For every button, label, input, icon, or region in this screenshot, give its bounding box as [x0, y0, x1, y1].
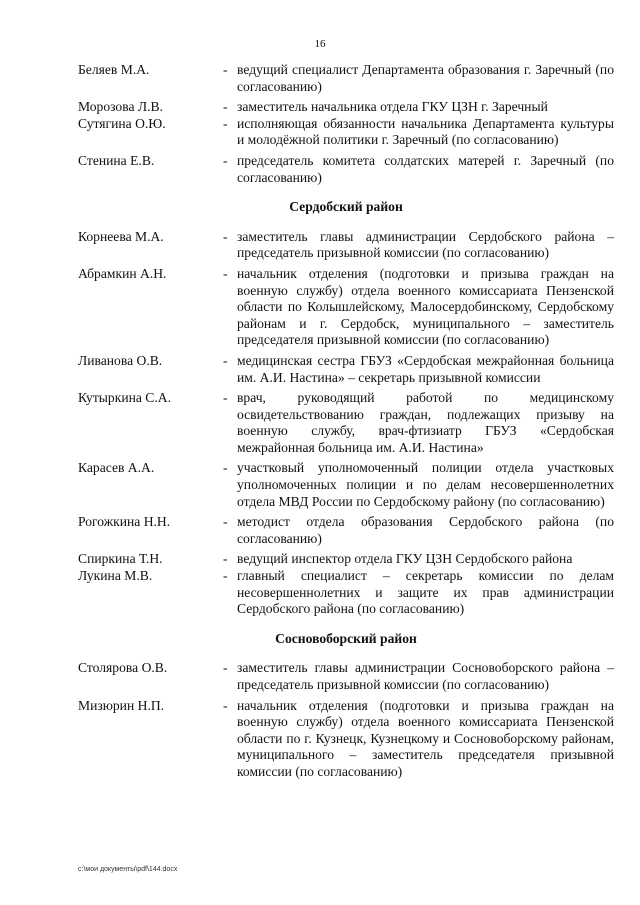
member-entry: [78, 62, 614, 95]
member-position: ведущий специалист Департамента образования г. Заречный (по согласованию): [237, 62, 614, 94]
member-entry: [78, 153, 614, 186]
member-name: Сутягина О.Ю.: [78, 115, 166, 131]
member-name: Спиркина Т.Н.: [78, 551, 163, 567]
dash: -: [223, 460, 228, 476]
district-heading-serdobsk: Сердобский район: [289, 199, 403, 215]
member-entry: [78, 551, 614, 568]
member-name: Мизюрин Н.П.: [78, 697, 165, 713]
member-position: заместитель главы администрации Сосновоборского района – председатель призывной комиссии (по согласованию): [237, 660, 614, 692]
dash: -: [223, 352, 228, 368]
member-name: Абрамкин А.Н.: [78, 265, 167, 281]
dash: -: [223, 568, 228, 584]
dash: -: [223, 115, 228, 131]
member-entry: [78, 698, 614, 781]
member-name: Лукина М.В.: [78, 568, 153, 584]
member-position: председатель комитета солдатских матерей г. Заречный (по согласованию): [237, 152, 614, 185]
dash: -: [223, 152, 228, 168]
member-name: Морозова Л.В.: [78, 99, 163, 115]
member-name: Стенина Е.В.: [78, 152, 155, 168]
member-name: Кутыркина С.А.: [78, 390, 171, 406]
member-name: Столярова О.В.: [78, 660, 168, 676]
member-name: Беляев М.А.: [78, 62, 150, 77]
member-list: [78, 62, 614, 781]
member-name: Корнеева М.А.: [78, 228, 164, 244]
member-position: заместитель начальника отдела ГКУ ЦЗН г. Заречный: [237, 99, 548, 115]
member-position: заместитель главы администрации Сердобского района – председатель призывной комиссии (по согласованию): [237, 228, 614, 261]
member-entry: [78, 660, 614, 693]
member-position: врач, руководящий работой по медицинскому освидетельствованию граждан, подлежащих призыву на военную службу, врач-фтизиатр ГБУЗ «Сердобская межрайонная больница им. А.И. Настина»: [237, 390, 614, 455]
member-position: исполняющая обязанности начальника Департамента культуры и молодёжной политики г. Заречный (по согласованию): [237, 115, 614, 148]
member-entry: [78, 266, 614, 349]
district-heading-sosnovoborsk: Сосновоборский район: [275, 630, 417, 646]
member-position: главный специалист – секретарь комиссии по делам несовершеннолетних и защите их прав администрации Сердобского района (по согласованию): [237, 568, 614, 617]
member-entry: [78, 116, 614, 149]
member-name: Рогожкина Н.Н.: [78, 514, 171, 530]
member-position: методист отдела образования Сердобского района (по согласованию): [237, 514, 614, 546]
member-entry: [78, 353, 614, 386]
member-entry: [78, 460, 614, 510]
member-entry: [78, 229, 614, 262]
dash: -: [223, 390, 228, 406]
member-entry: [78, 514, 614, 547]
dash: -: [223, 99, 228, 115]
member-position: медицинская сестра ГБУЗ «Сердобская межрайонная больница им. А.И. Настина» – секретарь призывной комиссии: [237, 352, 614, 385]
dash: -: [223, 697, 228, 713]
member-entry: [78, 99, 614, 116]
dash: -: [223, 228, 228, 244]
member-position: начальник отделения (подготовки и призыва граждан на военную службу) отдела военного комиссариата Пензенской области по г. Кузнецк, Кузнецкому и Сосновоборскому районам, муниципального – заместитель председателя призывной комиссии (по согласованию): [237, 697, 614, 779]
dash: -: [223, 660, 228, 676]
member-position: начальник отделения (подготовки и призыва граждан на военную службу) отдела военного комиссариата Пензенской области по Колышлейскому, Малосердобинскому, Сердобскому районам и г. Сердобск, муниципального – заместитель председателя призывной комиссии (по согласованию): [237, 265, 614, 348]
member-name: Карасев А.А.: [78, 460, 155, 476]
dash: -: [223, 265, 228, 281]
dash: -: [223, 551, 228, 567]
member-name: Ливанова О.В.: [78, 352, 163, 368]
member-position: ведущий инспектор отдела ГКУ ЦЗН Сердобского района: [237, 551, 573, 567]
member-entry: [78, 568, 614, 618]
file-path-footer: c:\мои документы\pdf\144.docx: [78, 866, 178, 873]
page-number: 16: [314, 38, 326, 50]
dash: -: [223, 62, 228, 77]
dash: -: [223, 514, 228, 530]
member-entry: [78, 390, 614, 456]
member-position: участковый уполномоченный полиции отдела участковых уполномоченных полиции и по делам несовершеннолетних отдела МВД России по Сердобскому району (по согласованию): [237, 460, 614, 509]
